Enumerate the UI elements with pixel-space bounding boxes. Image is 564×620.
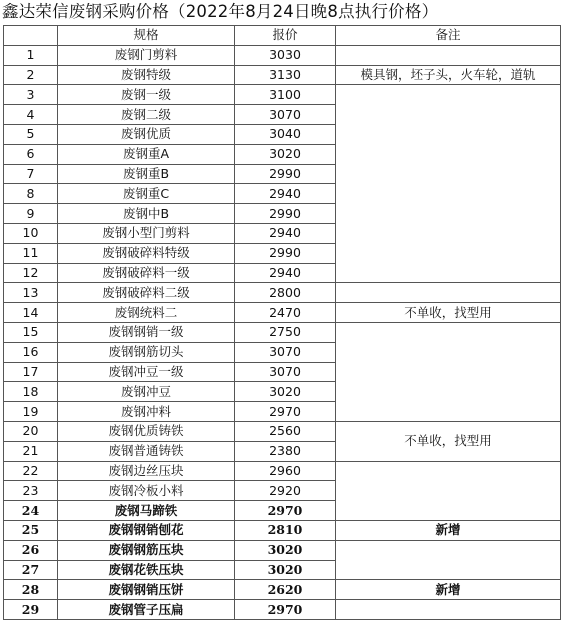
row-number: 8 (4, 184, 58, 204)
row-price: 3020 (235, 382, 336, 402)
row-spec: 废钢统料二 (58, 303, 235, 323)
row-spec: 废钢优质铸铁 (58, 421, 235, 441)
header-note: 备注 (336, 26, 561, 46)
row-price: 3100 (235, 85, 336, 105)
row-note (336, 461, 561, 520)
row-price: 3020 (235, 560, 336, 580)
row-note (336, 322, 561, 421)
table-row (4, 85, 561, 105)
row-spec: 废钢钢销刨花 (58, 520, 235, 540)
row-number: 18 (4, 382, 58, 402)
row-number: 26 (4, 540, 58, 560)
row-price: 2990 (235, 164, 336, 184)
row-spec: 废钢钢筋切头 (58, 342, 235, 362)
row-number: 13 (4, 283, 58, 303)
row-price: 2990 (235, 204, 336, 224)
row-spec: 废钢破碎料一级 (58, 263, 235, 283)
row-price: 3070 (235, 105, 336, 125)
row-number: 11 (4, 243, 58, 263)
table-header-row (4, 26, 561, 46)
row-price: 2810 (235, 520, 336, 540)
row-spec: 废钢门剪料 (58, 45, 235, 65)
row-spec: 废钢边丝压块 (58, 461, 235, 481)
row-spec: 废钢重A (58, 144, 235, 164)
row-price: 3130 (235, 65, 336, 85)
row-number: 29 (4, 600, 58, 620)
table-row (4, 600, 561, 620)
row-spec: 废钢冲豆一级 (58, 362, 235, 382)
row-note: 新增 (336, 580, 561, 600)
table-row (4, 45, 561, 65)
row-number: 27 (4, 560, 58, 580)
row-spec: 废钢优质 (58, 124, 235, 144)
row-spec: 废钢重B (58, 164, 235, 184)
table-row (4, 461, 561, 481)
header-spec: 规格 (58, 26, 235, 46)
row-spec: 废钢钢销压饼 (58, 580, 235, 600)
row-number: 28 (4, 580, 58, 600)
row-price: 2970 (235, 402, 336, 422)
row-number: 6 (4, 144, 58, 164)
row-number: 19 (4, 402, 58, 422)
row-price: 3070 (235, 342, 336, 362)
row-note (336, 540, 561, 580)
row-number: 9 (4, 204, 58, 224)
row-number: 22 (4, 461, 58, 481)
row-number: 20 (4, 421, 58, 441)
row-price: 3040 (235, 124, 336, 144)
row-note: 模具钢，坯子头，火车轮，道轨 (336, 65, 561, 85)
row-spec: 废钢冲料 (58, 402, 235, 422)
row-number: 10 (4, 223, 58, 243)
row-spec: 废钢小型门剪料 (58, 223, 235, 243)
row-number: 5 (4, 124, 58, 144)
row-price: 3020 (235, 144, 336, 164)
row-price: 2990 (235, 243, 336, 263)
row-price: 2470 (235, 303, 336, 323)
row-price: 2960 (235, 461, 336, 481)
row-price: 2940 (235, 223, 336, 243)
row-spec: 废钢冲豆 (58, 382, 235, 402)
row-price: 2940 (235, 263, 336, 283)
row-spec: 废钢管子压扁 (58, 600, 235, 620)
row-number: 25 (4, 520, 58, 540)
row-note: 不单收，找型用 (336, 303, 561, 323)
row-number: 23 (4, 481, 58, 501)
row-note: 新增 (336, 520, 561, 540)
row-price: 2970 (235, 501, 336, 521)
row-spec: 废钢马蹄铁 (58, 501, 235, 521)
row-number: 12 (4, 263, 58, 283)
table-body (4, 45, 561, 619)
table-row (4, 421, 561, 441)
row-number: 7 (4, 164, 58, 184)
table-row (4, 303, 561, 323)
row-spec: 废钢钢销一级 (58, 322, 235, 342)
row-price: 2920 (235, 481, 336, 501)
row-spec: 废钢特级 (58, 65, 235, 85)
row-spec: 废钢破碎料特级 (58, 243, 235, 263)
row-spec: 废钢冷板小料 (58, 481, 235, 501)
row-spec: 废钢重C (58, 184, 235, 204)
row-price: 2750 (235, 322, 336, 342)
row-number: 15 (4, 322, 58, 342)
table-row (4, 283, 561, 303)
header-no (4, 26, 58, 46)
page-title: 鑫达荣信废钢采购价格（2022年8月24日晚8点执行价格） (2, 2, 439, 21)
row-price: 2940 (235, 184, 336, 204)
row-number: 3 (4, 85, 58, 105)
row-number: 24 (4, 501, 58, 521)
row-spec: 废钢破碎料二级 (58, 283, 235, 303)
row-spec: 废钢二级 (58, 105, 235, 125)
row-number: 4 (4, 105, 58, 125)
row-number: 21 (4, 441, 58, 461)
row-price: 2620 (235, 580, 336, 600)
row-spec: 废钢花铁压块 (58, 560, 235, 580)
row-number: 1 (4, 45, 58, 65)
price-table (3, 25, 561, 620)
table-row (4, 520, 561, 540)
table-row (4, 540, 561, 560)
row-note (336, 85, 561, 283)
row-note (336, 45, 561, 65)
table-row (4, 65, 561, 85)
row-number: 16 (4, 342, 58, 362)
row-price: 3020 (235, 540, 336, 560)
row-number: 14 (4, 303, 58, 323)
row-price: 2800 (235, 283, 336, 303)
row-spec: 废钢钢筋压块 (58, 540, 235, 560)
row-number: 17 (4, 362, 58, 382)
table-row (4, 322, 561, 342)
row-price: 2970 (235, 600, 336, 620)
row-price: 3030 (235, 45, 336, 65)
row-spec: 废钢一级 (58, 85, 235, 105)
row-price: 2560 (235, 421, 336, 441)
header-price: 报价 (235, 26, 336, 46)
row-price: 2380 (235, 441, 336, 461)
row-note: 不单收，找型用 (336, 421, 561, 461)
row-note (336, 283, 561, 303)
table-row (4, 580, 561, 600)
row-number: 2 (4, 65, 58, 85)
row-spec: 废钢普通铸铁 (58, 441, 235, 461)
row-price: 3070 (235, 362, 336, 382)
row-spec: 废钢中B (58, 204, 235, 224)
row-note (336, 600, 561, 620)
